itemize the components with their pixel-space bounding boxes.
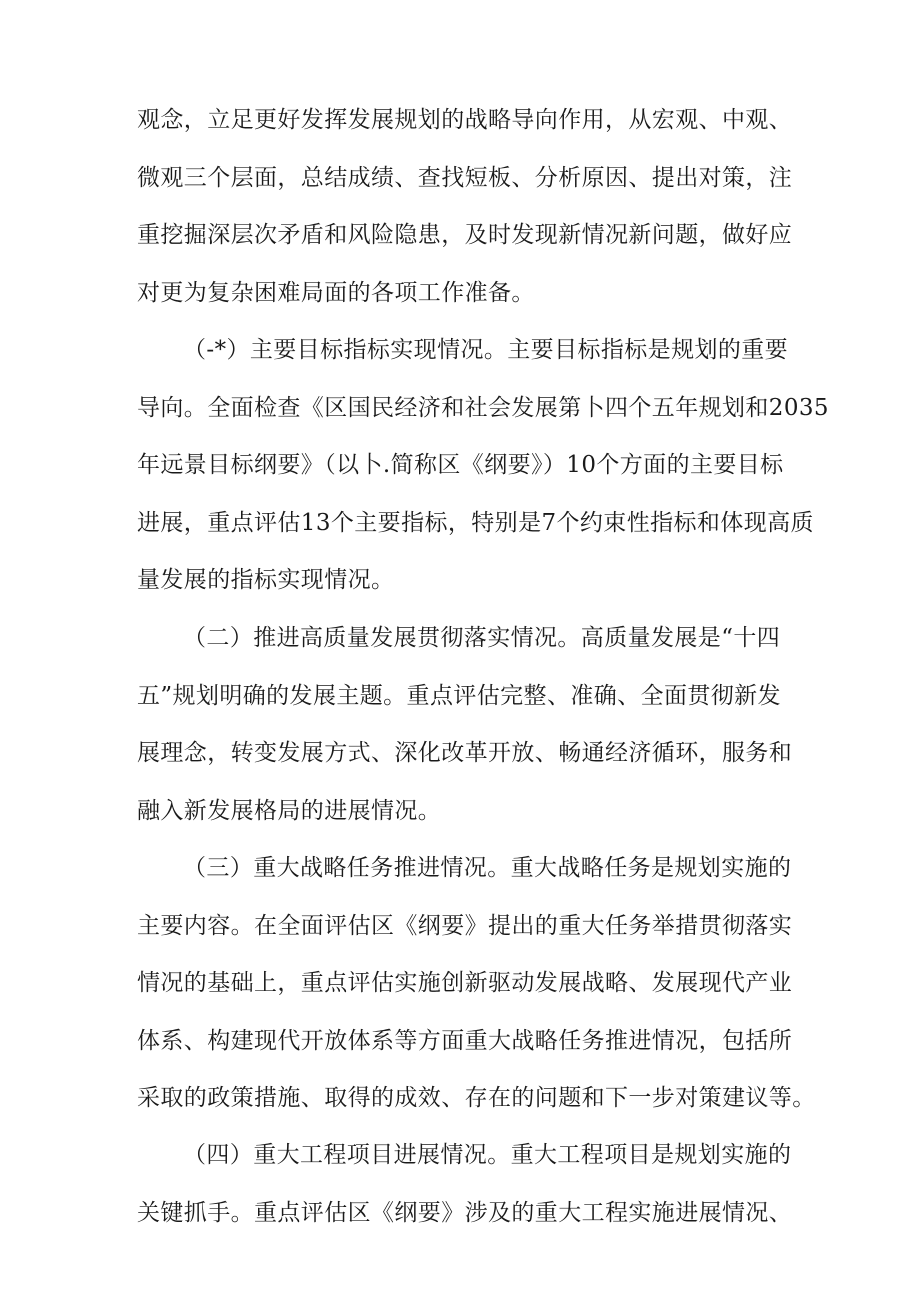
text-line: 对更为复杂困难局面的各项工作准备。 xyxy=(137,279,535,306)
text-line: 量发展的指标实现情况。 xyxy=(137,567,395,593)
section-heading-line: （二）推进高质量发展贯彻落实情况。高质量发展是“十四 xyxy=(183,625,781,651)
paragraph-section-1 xyxy=(137,322,829,610)
section-heading-line: （三）重大战略任务推进情况。重大战略任务是规划实施的 xyxy=(183,855,792,881)
section-heading-line: （-*）主要目标指标实现情况。主要目标指标是规划的重要 xyxy=(183,337,789,363)
text-line: 主要内容。在全面评估区《纲要》提出的重大任务举措贯彻落实 xyxy=(137,912,793,939)
text-line: 展理念，转变发展方式、深化改革开放、畅通经济循环，服务和 xyxy=(137,740,793,766)
text-line: 重挖掘深层次矛盾和风险隐患，及时发现新情况新问题，做好应 xyxy=(137,222,793,248)
text-line: 年远景目标纲要》（以卜.简称区《纲要》）10个方面的主要目标 xyxy=(137,452,784,478)
paragraph-section-2 xyxy=(137,610,797,840)
text-line: 关键抓手。重点评估区《纲要》涉及的重大工程实施进展情况、 xyxy=(137,1199,793,1226)
paragraph-intro xyxy=(137,92,797,322)
text-line: 微观三个层面，总结成绩、查找短板、分析原因、提出对策，注 xyxy=(137,164,793,191)
text-line: 情况的基础上，重点评估实施创新驱动发展战略、发展现代产业 xyxy=(137,970,793,996)
paragraph-section-3 xyxy=(137,840,816,1128)
section-heading-line: （四）重大工程项目进展情况。重大工程项目是规划实施的 xyxy=(183,1142,792,1168)
paragraph-section-4 xyxy=(137,1127,797,1242)
text-line: 体系、构建现代开放体系等方面重大战略任务推进情况，包括所 xyxy=(137,1027,793,1054)
text-line: 采取的政策措施、取得的成效、存在的问题和下一步对策建议等。 xyxy=(137,1085,816,1111)
text-line: 五”规划明确的发展主题。重点评估完整、准确、全面贯彻新发 xyxy=(137,682,781,709)
text-line: 观念，立足更好发挥发展规划的战略导向作用，从宏观、中观、 xyxy=(137,107,793,133)
text-line: 融入新发展格局的进展情况。 xyxy=(137,797,442,824)
text-line: 导向。全面检查《区国民经济和社会发展第卜四个五年规划和2035 xyxy=(137,394,829,421)
text-line: 进展，重点评估13个主要指标，特别是7个约束性指标和体现高质 xyxy=(137,509,814,536)
